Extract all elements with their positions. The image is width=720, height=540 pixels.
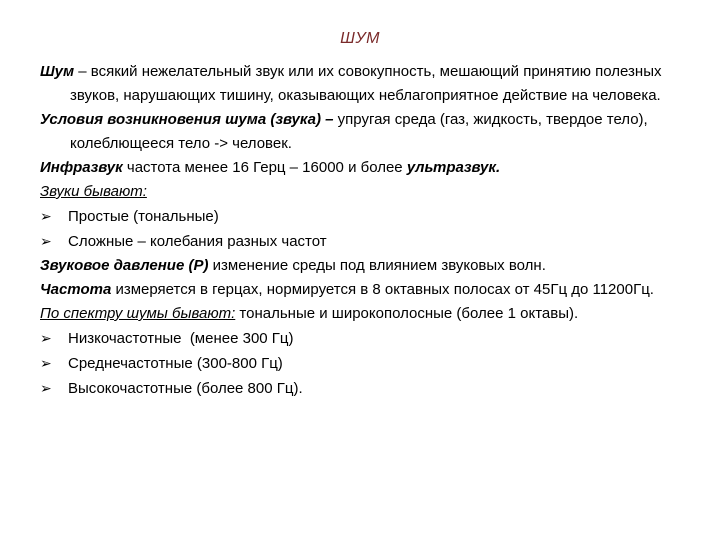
arrow-bullet-icon: ➢ [40,330,52,346]
definition-text: – всякий нежелательный звук или их совокупность, мешающий принятию полезных звуков, нарушающих тишину, оказывающих неблагоприятное действие на человека. [70,63,662,104]
spectrum-text: тональные и широкополосные (более 1 октавы). [235,305,579,322]
arrow-bullet-icon: ➢ [40,233,52,249]
arrow-bullet-icon: ➢ [40,355,52,371]
list-item [40,376,680,401]
list-item [40,204,680,229]
list-item [40,229,680,254]
pressure-paragraph [40,254,680,278]
frequency-paragraph [40,278,680,302]
ultrasound-term: ультразвук. [406,159,501,176]
types-heading [40,180,680,204]
pressure-text: изменение среды под влиянием звуковых волн. [208,257,546,274]
list-item [40,351,680,376]
arrow-bullet-icon: ➢ [40,208,52,224]
frequency-text: измеряется в герцах, нормируется в 8 октавных полосах от 45Гц до 11200Гц. [111,281,654,298]
definition-paragraph [40,60,680,108]
pressure-term: Звуковое давление (Р) [40,257,209,274]
conditions-term: Условия возникновения шума (звука) – [40,111,334,128]
arrow-bullet-icon: ➢ [40,380,52,396]
spectrum-heading: По спектру шумы бывают: [40,305,236,322]
frequency-term: Частота [40,281,112,298]
slide-content [40,60,680,401]
list-item-text: Высокочастотные (более 800 Гц). [68,380,303,397]
list-item-text: Среднечастотные (300-800 Гц) [68,355,283,372]
list-item-text: Сложные – колебания разных частот [68,233,327,250]
definition-term: Шум [40,63,75,80]
list-item-text: Низкочастотные (менее 300 Гц) [68,330,294,347]
slide-title: ШУМ [340,30,380,47]
conditions-paragraph [40,108,680,156]
types-heading-text: Звуки бывают: [40,183,147,200]
infrasound-term: Инфразвук [40,159,123,176]
list-item-text: Простые (тональные) [68,208,219,225]
conditions-text: упругая среда (газ, жидкость, твердое тело), колеблющееся тело -> человек. [70,111,648,152]
infrasound-paragraph [40,156,680,180]
spectrum-paragraph [40,302,680,326]
list-item [40,326,680,351]
infrasound-text: частота менее 16 Герц – 16000 и более [122,159,407,176]
